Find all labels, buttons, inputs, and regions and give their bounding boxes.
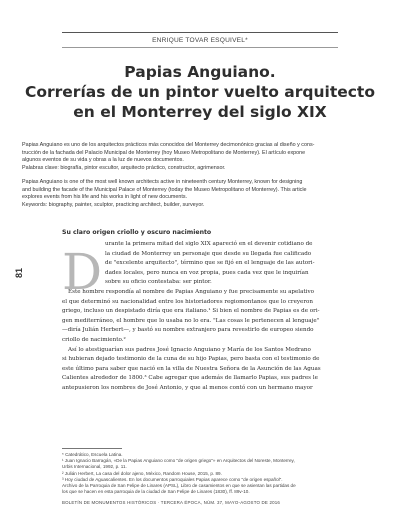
page-number: 81 [14,268,24,279]
body-line: griego, incluso un despistado diría que era italiano.¹ Si bien el nombre de Papias es de ori- [62,308,320,315]
body-line: Este hombre respondía al nombre de Papias Anguiano y fue precisamente su apelativo [68,289,314,295]
abstract-spanish [22,142,378,172]
page-footer: BOLETÍN DE MONUMENTOS HISTÓRICOS · TERCERA ÉPOCA, NÚM. 37, MAYO-AGOSTO DE 2016 [62,500,281,505]
header-rule-bottom [62,47,338,48]
article-title-line-3: en el Monterrey del siglo XIX [73,103,327,121]
body-line: antepusieron los nombres de José Antonio, y que al menos contó con un hermano mayor [62,384,313,391]
footnote: ¹ Juan Ignacio Barragán, «De la Papias Anguiano como "de origen griego"» en Arquitectos del Noreste, Monterrey, [62,458,295,464]
footnote-rule [62,448,122,449]
footnote: * Catedrático, Escuela Latina. [62,452,123,457]
footnote: ² Julián Herbert, La casa del dolor ajeno, México, Random House, 2015, p. 89. [62,470,222,476]
footnote: los que se hacen en esta parroquia de la ciudad de San Felipe de Linares (1830), ff. 89v-10. [62,489,250,495]
abstract-line: explores events from his life and his works in light of new documents. [22,194,188,201]
footnote: Archivo de la Parroquia de San Felipe de Linares (APSL), Libro de casamientos en que se asientan las partidas de [62,483,296,489]
abstract-line: and building the facade of the Municipal Palace of Monterrey (today the Museo Metropolitano of Monterrey). This article [22,186,307,193]
body-paragraph [62,288,384,394]
body-line: si hubieran dejado testimonio de la cuna de su hijo Papias, pero basta con el testimonio de [62,356,320,363]
drop-cap: D [62,243,103,301]
body-line: la ciudad de Monterrey un personaje que desde su llegada fue calificado [105,250,312,257]
body-line: sobre su oficio contestaba: ser pintor. [105,279,212,286]
body-line: criollo de nacimiento.² [62,336,126,343]
footnote: Urbis Internacional, 1992, p. 11. [62,464,127,470]
abstract-english [22,179,378,209]
body-line: el que determinó su nacionalidad entre los historiadores regiomontanos que lo creyeron [62,298,314,305]
body-line: este último para saber que nació en la villa de Nuestra Señora de la Asunción de las Aguas [62,365,321,372]
body-line: de "excelente arquitecto", término que se fijó en el lenguaje de las autori- [105,260,315,267]
abstract-line: trucción de la fachada del Palacio Municipal de Monterrey (hoy Museo Metropolitano de Monterrey). El artículo expone [22,149,306,156]
body-line: gen mediterráneo, el hombre que lo usaba no lo era. "Las cosas le pertenecen al lenguaje" [62,317,320,324]
footnote: ³ Hoy ciudad de Aguascalientes. En los documentos parroquiales Papias aparece como "de origen español". [62,476,283,482]
author-name: ENRIQUE TOVAR ESQUIVEL* [152,37,248,44]
body-line: dades locales, pero nunca en voz propia, pues cada vez que le inquirían [105,269,309,276]
body-line: urante la primera mitad del siglo XIX apareció en el devenir cotidiano de [105,241,313,247]
abstract-keywords: Keywords: biography, painter, sculptor, practicing architect, builder, surveyor. [22,201,205,208]
body-line: Calientes alrededor de 1800.³ Cabe agregar que además de llamarlo Papias, sus padres le [62,375,318,382]
section-heading: Su claro origen criollo y oscuro nacimiento [62,229,212,236]
abstract-line: Papias Anguiano is one of the most well known architects active in nineteenth century Monterrey, known for designing [22,179,303,185]
header-rule [62,32,338,33]
abstract-line: Papias Anguiano es uno de los arquitectos prácticos más conocidos del Monterrey decimonónico gracias al diseño y cons- [22,142,315,148]
body-paragraph-intro [105,240,384,288]
abstract-line: algunos eventos de su vida y obras a la luz de nuevos documentos. [22,157,184,164]
abstract-keywords: Palabras clave: biografía, pintor escultor, arquitecto práctico, constructor, agrimensor. [22,164,226,171]
body-line: —diría Julián Herbert—, y bastó su nombre extranjero para revestirlo de europeo siendo [62,327,314,334]
article-title-line-2: Correrías de un pintor vuelto arquitecto [24,83,375,101]
body-line: Así lo atestiguarían sus padres José Ignacio Anguiano y María de los Santos Medrano [68,346,311,353]
footnotes [62,452,384,495]
article-title-line-1: Papias Anguiano. [124,63,276,81]
